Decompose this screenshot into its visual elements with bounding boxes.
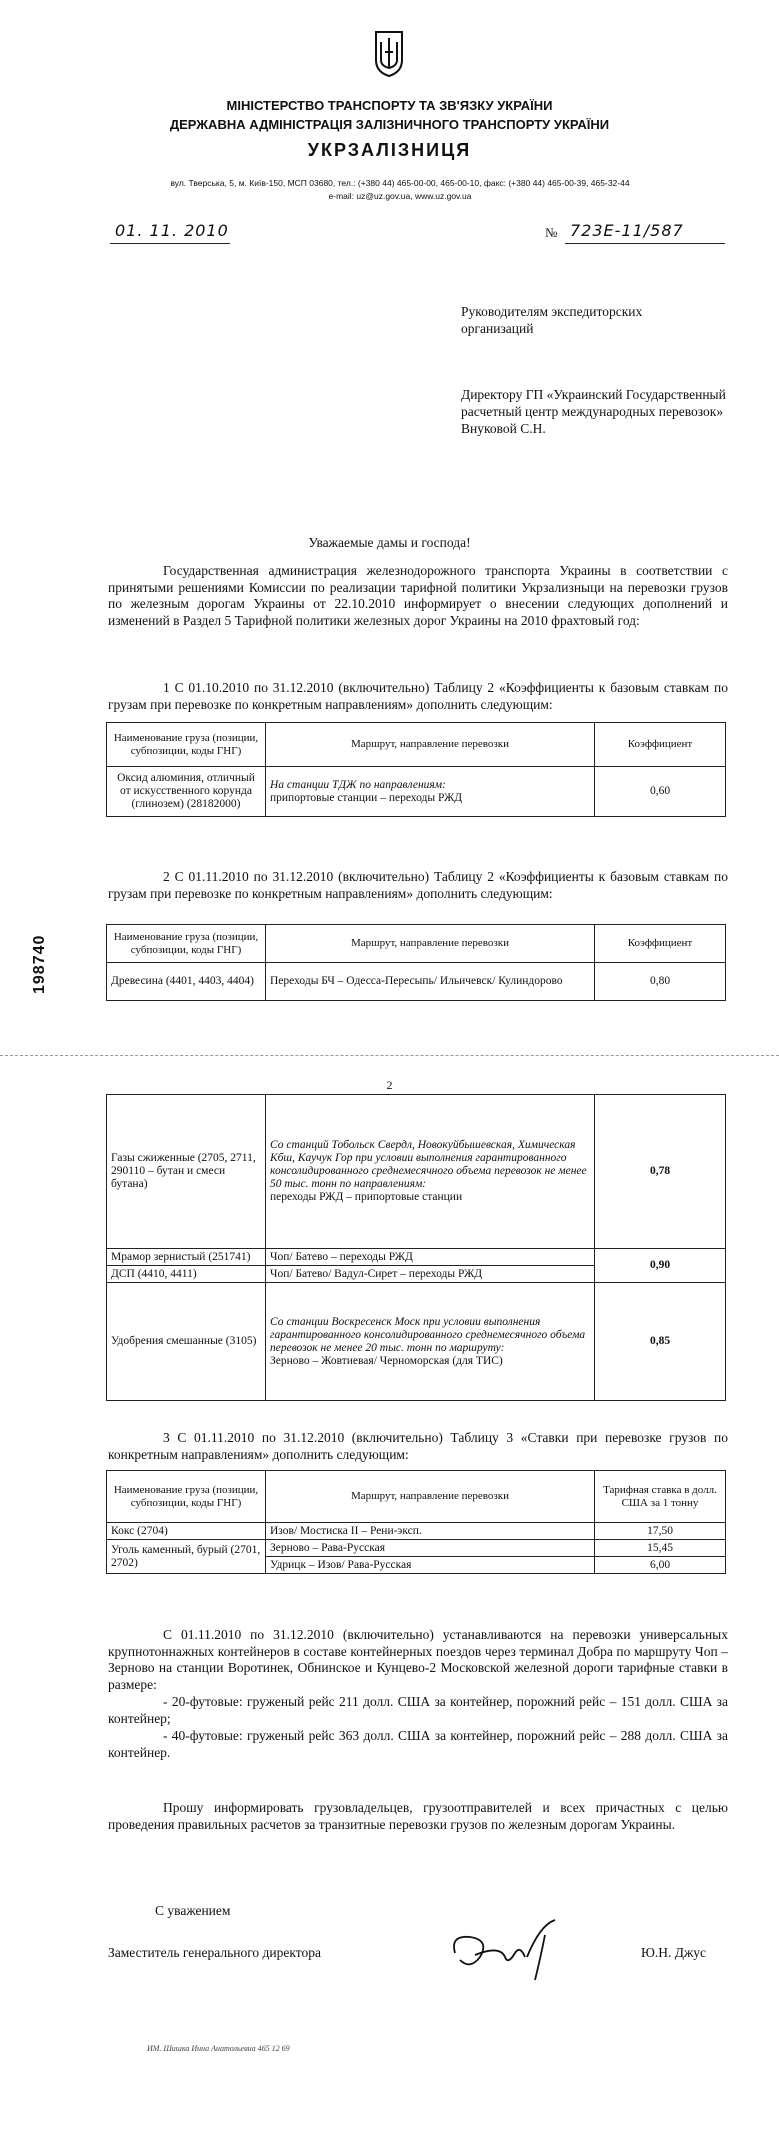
marble-dsp-coef: 0,90 [595,1249,726,1283]
gas-coef: 0,78 [595,1095,726,1249]
containers-40ft: - 40-футовые: груженый рейс 363 долл. США за контейнер, порожний рейс – 288 долл. США за контейнер. [108,1728,728,1760]
item-1-text: 1 С 01.10.2010 по 31.12.2010 (включительно) Таблицу 2 «Коэффициенты к базовым ставкам по грузам при перевозке по конкретным направлениям» дополнить следующим: [108,680,728,712]
footer-contact: ИМ. Шишка Инна Анатольевна 465 12 69 [147,2044,290,2053]
signature-image [445,1915,575,1985]
coke-rate: 17,50 [595,1523,726,1540]
containers-20ft: - 20-футовые: груженый рейс 211 долл. США за контейнер, порожний рейс – 151 долл. США за контейнер; [108,1694,728,1726]
fertilizer-route-main: Зерново – Жовтиевая/ Черноморская (для ТИС) [270,1354,503,1367]
administration-title: ДЕРЖАВНА АДМІНІСТРАЦІЯ ЗАЛІЗНИЧНОГО ТРАНСПОРТУ УКРАЇНИ [169,117,610,132]
table-1-cargo: Оксид алюминия, отличный от искусственного корунда (глинозем) (28182000) [107,767,266,817]
request-paragraph: Прошу информировать грузовладельцев, грузоотправителей и всех причастных с целью проведения правильных расчетов за транзитные перевозки грузов по железным дорогам Украины. [108,1800,728,1832]
containers-paragraph: С 01.11.2010 по 31.12.2010 (включительно) устанавливаются на перевозки универсальных крупнотоннажных контейнеров в составе контейнерных поездов через терминал Добра по маршруту Чоп – Зерново на станции Воротинек, Обнинское и Кунцево-2 Московской железной дороги тарифные ставки в размере: [108,1627,728,1692]
salutation: Уважаемые дамы и господа! [308,535,471,550]
coal-rate-2: 6,00 [595,1557,726,1574]
date-underline [110,243,230,244]
table-1-header-coef: Коэффициент [595,723,726,767]
table-1-header-route: Маршрут, направление перевозки [266,723,595,767]
coal-rate-1: 15,45 [595,1540,726,1557]
fertilizer-cargo: Удобрения смешанные (3105) [107,1283,266,1401]
dsp-route: Чоп/ Батево/ Вадул-Сирет – переходы РЖД [266,1266,595,1283]
letter-date: 01. 11. 2010 [115,221,229,240]
gas-route-condition: Со станций Тобольск Свердл, Новокуйбышевская, Химическая Кбш, Каучук Гор при условии выполнения гарантированного консолидированного среднемесячного объема перевозок не менее 50 тыс. тонн по направлениям: [270,1139,587,1190]
signer-position: Заместитель генерального директора [108,1945,321,1960]
item-2-text: 2 С 01.11.2010 по 31.12.2010 (включительно) Таблицу 2 «Коэффициенты к базовым ставкам по грузам при перевозке по конкретным направлениям» дополнить следующим: [108,869,728,901]
fertilizer-route-condition: Со станции Воскресенск Моск при условии выполнения гарантированного консолидированного среднемесячного объема перевозок не менее 20 тыс. тонн по маршруту: [270,1315,586,1354]
org-email: e-mail: uz@uz.gov.ua, www.uz.gov.ua [328,191,472,201]
table-1-route [266,767,595,817]
table-2-route: Переходы БЧ – Одесса-Пересыпь/ Ильичевск/ Кулиндорово [266,963,595,1001]
dsp-cargo: ДСП (4410, 4411) [107,1266,266,1283]
closing-regards: С уважением [155,1903,231,1918]
table-3-header-cargo: Наименование груза (позиции, субпозиции, коды ГНГ) [107,1471,266,1523]
addressee-forwarders: Руководителям экспедиторских организаций [461,304,643,336]
table-2-header-coef: Коэффициент [595,925,726,963]
coal-cargo: Уголь каменный, бурый (2701, 2702) [107,1540,266,1574]
marble-route: Чоп/ Батево – переходы РЖД [266,1249,595,1266]
side-stamp-number: 198740 [31,934,48,994]
number-prefix: № [545,225,558,240]
table-2-continued [106,1094,726,1401]
letter-number: 723Е-11/587 [570,221,684,240]
table-2-header-cargo: Наименование груза (позиции, субпозиции, коды ГНГ) [107,925,266,963]
table-3-header-rate: Тарифная ставка в долл. США за 1 тонну [595,1471,726,1523]
addressee-director: Директору ГП «Украинский Государственный расчетный центр международных перевозок» Внуковой С.Н. [461,387,726,436]
page-2-number: 2 [386,1078,393,1092]
side-stamp [20,895,60,1005]
gas-cargo: Газы сжиженные (2705, 2711, 290110 – бутан и смеси бутана) [107,1095,266,1249]
coal-route-1: Зерново – Рава-Русская [266,1540,595,1557]
coal-route-2: Удрицк – Изов/ Рава-Русская [266,1557,595,1574]
coat-of-arms-icon [374,30,404,78]
table-2-header-route: Маршрут, направление перевозки [266,925,595,963]
gas-route-main: переходы РЖД – припортовые станции [270,1191,463,1203]
marble-cargo: Мрамор зернистый (251741) [107,1249,266,1266]
table-1-route-main: припортовые станции – переходы РЖД [270,791,463,804]
coke-route: Изов/ Мостиска II – Рени-эксп. [266,1523,595,1540]
gas-route [266,1095,595,1249]
table-2 [106,924,726,1001]
table-1-coef: 0,60 [595,767,726,817]
table-3-header-route: Маршрут, направление перевозки [266,1471,595,1523]
ministry-title: МІНІСТЕРСТВО ТРАНСПОРТУ ТА ЗВ'ЯЗКУ УКРАЇНИ [226,98,553,113]
table-1-route-italic: На станции ТДЖ по направлениям: [270,778,446,791]
org-address: вул. Тверська, 5, м. Київ-150, МСП 03680, тел.: (+380 44) 465-00-00, 465-00-10, факс: (+380 44) 465-00-39, 465-32-44 [170,178,630,188]
page-break [0,1055,779,1056]
item-3-text: 3 С 01.11.2010 по 31.12.2010 (включительно) Таблицу 3 «Ставки при перевозке грузов по конкретным направлениям» дополнить следующим: [108,1430,728,1462]
coke-cargo: Кокс (2704) [107,1523,266,1540]
table-1 [106,722,726,817]
table-3 [106,1470,726,1574]
fertilizer-route [266,1283,595,1401]
table-2-coef: 0,80 [595,963,726,1001]
intro-paragraph: Государственная администрация железнодорожного транспорта Украины в соответствии с принятыми решениями Комиссии по реализации тарифной политики Укрзализныци на перевозки грузов по железным дорогам Украины от 22.10.2010 информирует о внесении следующих дополнений и изменений в Раздел 5 Тарифной политики железных дорог Украины на 2010 фрахтовый год: [108,563,728,628]
org-title: УКРЗАЛІЗНИЦЯ [307,140,472,160]
number-underline [565,243,725,244]
table-1-header-cargo: Наименование груза (позиции, субпозиции, коды ГНГ) [107,723,266,767]
table-2-cargo: Древесина (4401, 4403, 4404) [107,963,266,1001]
signer-name: Ю.Н. Джус [641,1945,707,1960]
fertilizer-coef: 0,85 [595,1283,726,1401]
